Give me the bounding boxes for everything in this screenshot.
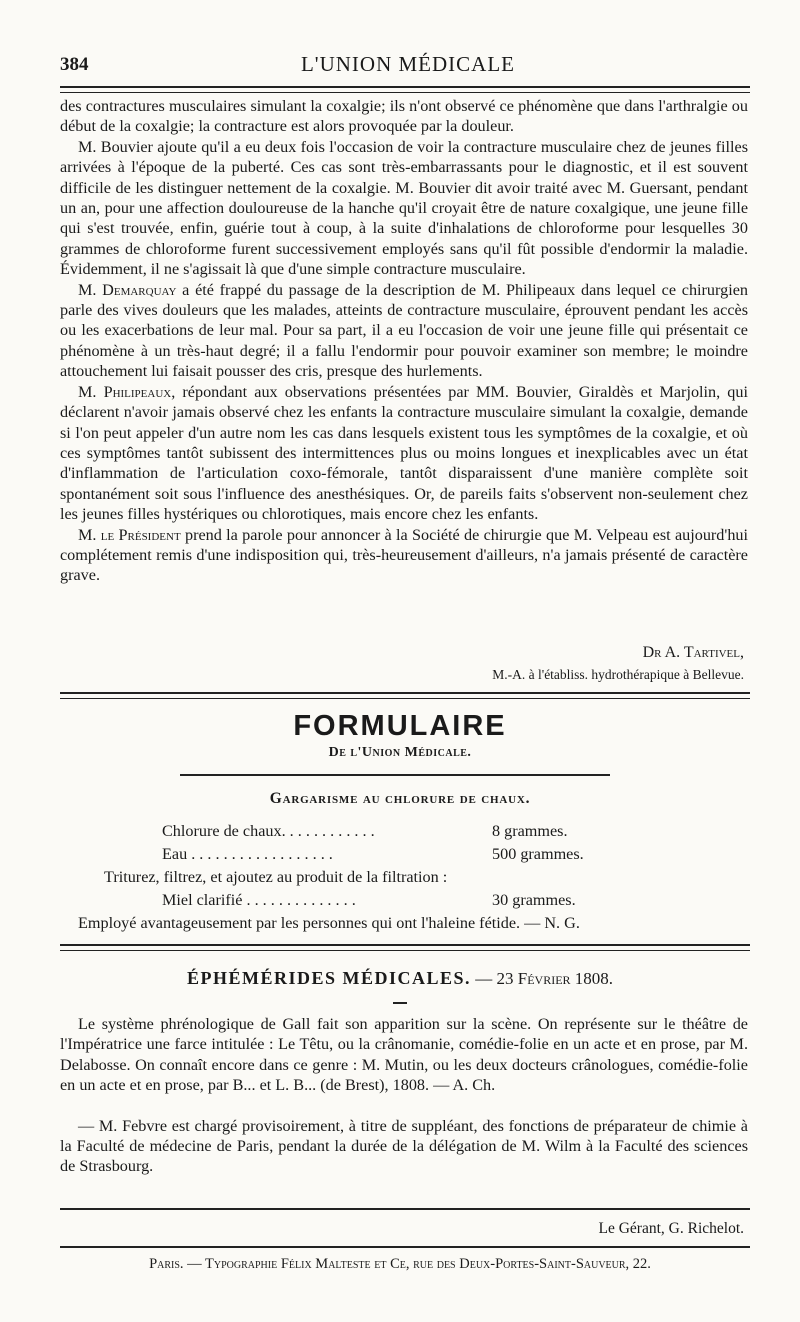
ephemerides-body [60,1014,748,1177]
ingredient-name: Chlorure de chaux. . . . . . . . . . . . [162,822,375,840]
paragraph-text: prend la parole pour annoncer à la Société de chirurgie que M. Velpeau est aujourd'hui complétement remis d'une indisposition qui, très-heureusement d'ailleurs, n'a jamais présenté de caractère grave. [60,525,749,585]
speaker-name: M. Demarquay [78,280,177,299]
author-affiliation: M.-A. à l'établiss. hydrothérapique à Bellevue. [492,667,744,682]
speaker-name: M. Philipeaux [78,382,172,401]
article-body [60,96,748,586]
paragraph-text: a été frappé du passage de la description de M. Philipeaux dans lequel ce chirurgien parle des vives douleurs que les malades, atteints de contracture musculaire, éprouvent pendant les accès ou les exacerbations de leur mal. Pour sa part, il a eu l'occasion de voir une jeune fille qui présentait ce phénomène à un très-haut degré; il a fallu l'endormir pour pouvoir examiner son membre; le moindre attouchement lui faisait pousser des cris, presque des hurlements. [60,280,748,381]
formulaire-title: FORMULAIRE [293,710,507,742]
ingredient-row [60,889,748,912]
ephemerides-dash [393,1002,407,1004]
ingredient-row [60,820,748,843]
ephemerides-title [0,968,800,989]
paragraph: des contractures musculaires simulant la coxalgie; ils n'ont observé ce phénomène que dans l'arthralgie ou début de la coxalgie; la contracture est alors provoquée par la douleur. [60,97,748,136]
paragraph [60,280,748,382]
formulaire-subtitle: De l'Union Médicale. [328,745,472,760]
section-rule [60,692,750,699]
recipe-title: Gargarisme au chlorure de chaux. [269,790,531,807]
journal-title: L'UNION MÉDICALE [300,52,515,76]
author-signature [414,642,744,686]
speaker-name: M. le Président [78,525,181,544]
paragraph: — M. Febvre est chargé provisoirement, à titre de suppléant, des fonctions de préparateur de chimie à la Faculté de médecine de Paris, pendant la durée de la délégation de M. Wilm à la Faculté des sciences de Strasbourg. [60,1116,748,1176]
header-rule [60,86,750,93]
page-number: 384 [60,54,89,75]
ingredient-quantity: 500 grammes. [492,845,584,863]
paragraph: Le système phrénologique de Gall fait son apparition sur la scène. On représente sur le théâtre de l'Impératrice une farce intitulée : Le Têtu, ou la crânomanie, comédie-folie en un acte et en prose, par M. Delabosse. On connaît encore dans ce genre : M. Mutin, ou les deux docteurs crânologues, comédie-folie en un acte et en prose, par B... et L. B... (de Brest), 1808. — A. Ch. [60,1015,748,1095]
formulaire-rule [180,774,610,776]
gerant-signature: Le Gérant, G. Richelot. [598,1220,744,1237]
paragraph-text: , répondant aux observations présentées par MM. Bouvier, Giraldès et Marjolin, qui déclarent n'avoir jamais observé chez les enfants la contracture musculaire simulant la coxalgie, demande si l'on peut appeler d'un autre nom les cas dans lesquels existent tous les symptômes de la coxalgie, et où ces symptômes tantôt subissent des intermittences plus ou moins longues et inexplicables avec un état d'inflammation de l'articulation coxo-fémorale, tantôt disparaissent d'une manière complète soit spontanément soit sous l'influence des anesthésiques. Or, de pareils faits s'observent non-seulement chez les jeunes filles hystériques ou chlorotiques, mais encore chez les enfants. [60,382,748,524]
recipe-usage: Employé avantageusement par les personnes qui ont l'haleine fétide. — N. G. [78,914,580,932]
footer-rule [60,1208,750,1210]
footer-rule [60,1246,750,1248]
paragraph: M. Bouvier ajoute qu'il a eu deux fois l'occasion de voir la contracture musculaire chez de jeunes filles arrivées à l'époque de la puberté. Ces cas sont très-embarrassants pour le diagnostic, et il est souvent difficile de les distinguer nettement de la coxalgie. M. Bouvier dit avoir traité avec M. Guersant, pendant un an, pour une affection douloureuse de la hanche qu'il croyait être de nature coxalgique, une jeune fille qui s'est trouvée, enfin, guérie tout à coup, à la suite d'inhalations de chloroforme pour lesquelles 30 grammes de chloroforme furent successivement employés sans qu'il fût possible d'endormir la maladie. Évidemment, il ne s'agissait là que d'une simple contracture musculaire. [60,137,748,279]
ephemerides-date: — 23 Février 1808. [475,969,614,988]
paragraph [60,525,748,586]
ephemerides-label: ÉPHÉMÉRIDES MÉDICALES. [186,968,471,988]
author-name: Dr A. Tartivel, [642,644,744,661]
printer-footer: Paris. — Typographie Félix Malteste et Ce, rue des Deux-Portes-Saint-Sauveur, 22. [149,1256,651,1272]
ingredient-name: Eau . . . . . . . . . . . . . . . . . . [162,845,333,863]
ingredient-row [60,843,748,866]
ingredient-quantity: 30 grammes. [492,891,576,909]
page-header [60,48,756,84]
section-rule [60,944,750,951]
recipe [60,820,748,935]
ingredient-name: Miel clarifié . . . . . . . . . . . . . . [162,891,356,909]
paragraph [60,382,748,525]
ingredient-quantity: 8 grammes. [492,822,568,840]
recipe-instruction: Triturez, filtrez, et ajoutez au produit de la filtration : [104,868,448,886]
